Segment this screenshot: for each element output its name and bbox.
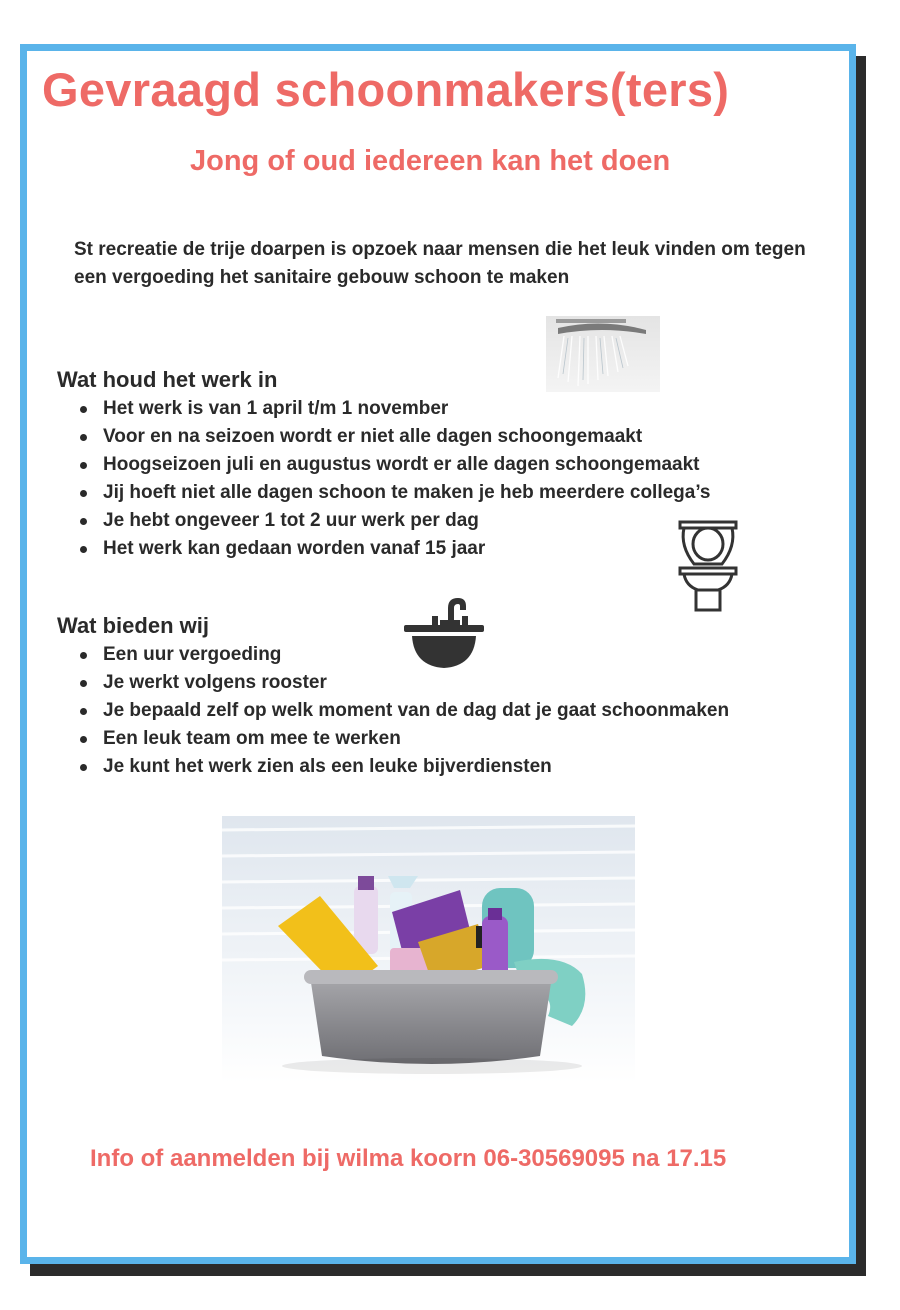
list-item: Je bepaald zelf op welk moment van de dag dat je gaat schoonmaken bbox=[80, 697, 729, 725]
poster-subtitle: Jong of oud iedereen kan het doen bbox=[190, 145, 671, 177]
work-heading: Wat houd het werk in bbox=[57, 367, 278, 392]
list-item: Een leuk team om mee te werken bbox=[80, 725, 729, 753]
sink-faucet-icon bbox=[402, 594, 486, 670]
list-item: Je hebt ongeveer 1 tot 2 uur werk per dag bbox=[80, 507, 711, 535]
list-item: Het werk is van 1 april t/m 1 november bbox=[80, 395, 711, 423]
list-item: Een uur vergoeding bbox=[80, 641, 729, 669]
list-item: Hoogseizoen juli en augustus wordt er alle dagen schoongemaakt bbox=[80, 451, 711, 479]
list-item: Jij hoeft niet alle dagen schoon te maken je heb meerdere collega’s bbox=[80, 479, 711, 507]
intro-paragraph: St recreatie de trije doarpen is opzoek naar mensen die het leuk vinden om tegen een vergoeding het sanitaire gebouw schoon te maken bbox=[74, 239, 806, 288]
toilet-icon bbox=[676, 516, 740, 614]
contact-footer: Info of aanmelden bij wilma koorn 06-30569095 na 17.15 bbox=[90, 1145, 727, 1172]
list-item: Je werkt volgens rooster bbox=[80, 669, 729, 697]
list-item: Je kunt het werk zien als een leuke bijverdiensten bbox=[80, 753, 729, 781]
list-item: Voor en na seizoen wordt er niet alle dagen schoongemaakt bbox=[80, 423, 711, 451]
cleaning-supplies-image bbox=[222, 816, 635, 1083]
work-list bbox=[80, 395, 711, 563]
list-item: Het werk kan gedaan worden vanaf 15 jaar bbox=[80, 535, 711, 563]
shower-head-icon bbox=[546, 316, 660, 392]
offer-heading: Wat bieden wij bbox=[57, 613, 209, 638]
poster-title: Gevraagd schoonmakers(ters) bbox=[42, 63, 730, 116]
